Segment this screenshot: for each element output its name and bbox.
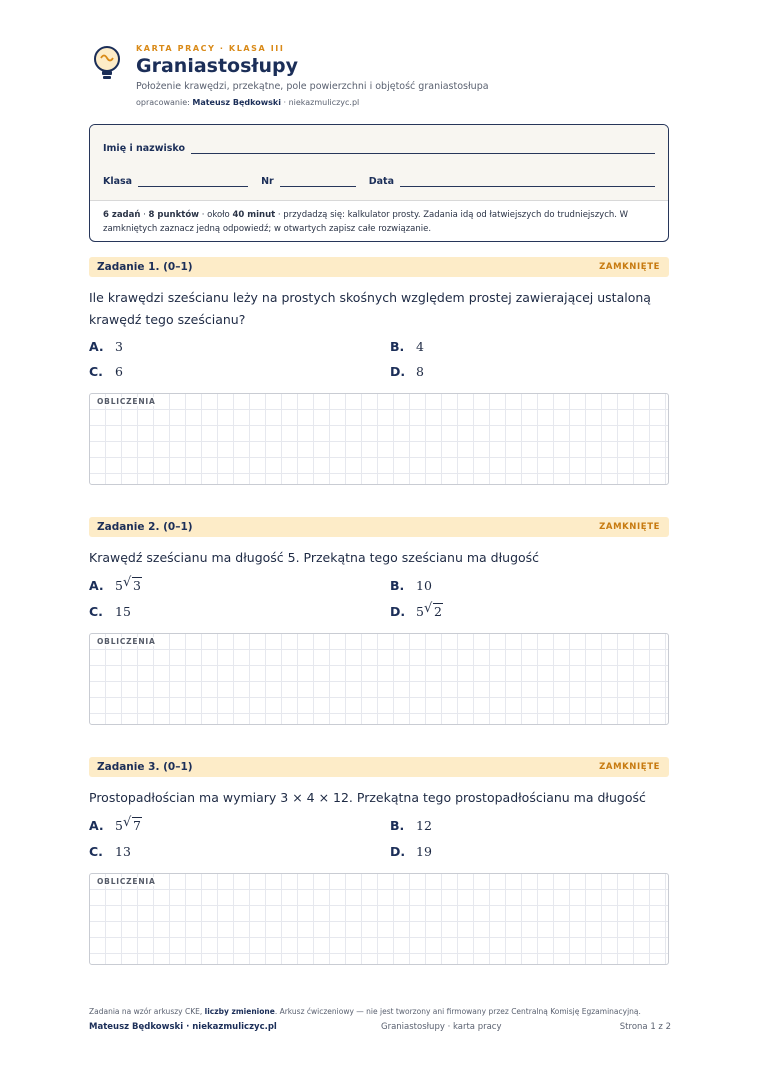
answer-value [115, 815, 142, 833]
nr-label: Nr [261, 176, 274, 187]
name-label: Imię i nazwisko [103, 143, 185, 154]
task-header [89, 757, 669, 777]
page-footer [89, 1007, 671, 1036]
answer-letter: B. [390, 578, 405, 593]
calculation-label: OBLICZENIA [97, 397, 156, 406]
sqrt-coefficient: 5 [416, 604, 424, 619]
calculation-area[interactable] [89, 873, 669, 965]
radicand: 7 [132, 818, 141, 833]
class-field[interactable] [138, 177, 248, 187]
footer-doc-name: Graniastosłupy · karta pracy [381, 1022, 502, 1032]
nr-field[interactable] [280, 177, 356, 187]
info-sep: · [140, 210, 149, 220]
task-header [89, 257, 669, 277]
calculation-label: OBLICZENIA [97, 877, 156, 886]
radicand: 2 [433, 604, 442, 619]
answer-value: 3 [115, 339, 123, 354]
answer-letter: C. [89, 604, 103, 619]
point-count: 8 punktów [148, 210, 200, 220]
answer-c[interactable] [89, 364, 123, 379]
answer-letter: A. [89, 578, 104, 593]
note-prefix: Zadania na wzór arkuszy CKE, [89, 1007, 205, 1016]
answer-letter: B. [390, 339, 405, 354]
answer-value: 12 [416, 818, 432, 833]
worksheet-kicker: KARTA PRACY · KLASA III [136, 44, 285, 53]
answer-letter: A. [89, 339, 104, 354]
task-1 [89, 257, 669, 406]
task-3 [89, 757, 669, 886]
task-label: Zadanie 2. (0–1) [97, 521, 193, 533]
answer-value: 10 [416, 578, 432, 593]
task-label: Zadanie 3. (0–1) [97, 761, 193, 773]
answer-letter: B. [390, 818, 405, 833]
task-question: Krawędź sześcianu ma długość 5. Przekątna tego sześcianu ma długość [89, 550, 540, 565]
answer-d[interactable] [390, 364, 424, 379]
task-type-badge: ZAMKNIĘTE [599, 522, 660, 532]
answer-letter: D. [390, 364, 406, 379]
task-question: Ile krawędzi sześcianu leży na prostych skośnych względem prostej zawierającej ustaloną krawędź tego sześcianu? [89, 290, 651, 327]
page-header [90, 44, 670, 114]
radical-sign: √ [122, 815, 132, 830]
answer-a[interactable] [89, 815, 142, 833]
page-number: Strona 1 z 2 [619, 1022, 671, 1032]
answer-value: 6 [115, 364, 123, 379]
answer-a[interactable] [89, 575, 142, 593]
answer-letter: A. [89, 818, 104, 833]
page-title: Graniastosłupy [136, 55, 298, 77]
answer-b[interactable] [390, 578, 432, 593]
student-info-box [89, 124, 669, 242]
answer-letter: D. [390, 604, 406, 619]
calculation-area[interactable] [89, 633, 669, 725]
info-rest: · przydadzą się: kalkulator prosty. Zadania idą od łatwiejszych do trudniejszych. W zamkniętych zaznacz jedną odpowiedź; w otwartych zapisz całe rozwiązanie. [103, 210, 629, 234]
credit-site: · niekazmuliczyc.pl [283, 98, 360, 107]
radical-sign: √ [423, 601, 433, 616]
date-label: Data [368, 176, 394, 187]
worksheet-info [103, 208, 655, 236]
student-fields [90, 125, 668, 201]
calculation-label: OBLICZENIA [97, 637, 156, 646]
page-subtitle: Położenie krawędzi, przekątne, pole powierzchni i objętość graniastosłupa [136, 81, 489, 92]
answer-b[interactable] [390, 818, 432, 833]
sqrt-expression [122, 815, 142, 833]
task-2 [89, 517, 669, 646]
radicand: 3 [132, 578, 141, 593]
answer-value: 8 [416, 364, 424, 379]
name-row [103, 143, 655, 154]
answer-value: 15 [115, 604, 131, 619]
credit-author: Mateusz Będkowski [192, 98, 281, 107]
answer-value [115, 575, 142, 593]
radical-sign: √ [122, 575, 132, 590]
author-credit [136, 98, 489, 107]
task-type-badge: ZAMKNIĘTE [599, 762, 660, 772]
task-count: 6 zadań [103, 210, 141, 220]
answer-d[interactable] [390, 601, 443, 619]
task-type-badge: ZAMKNIĘTE [599, 262, 660, 272]
answer-a[interactable] [89, 339, 123, 354]
answer-letter: C. [89, 844, 103, 859]
footer-row [89, 1022, 671, 1036]
answer-value: 13 [115, 844, 131, 859]
answer-c[interactable] [89, 844, 131, 859]
name-field[interactable] [191, 144, 655, 154]
sqrt-coefficient: 5 [115, 578, 123, 593]
footer-author: Mateusz Będkowski · niekazmuliczyc.pl [89, 1022, 277, 1032]
credit-prefix: opracowanie: [136, 98, 190, 107]
answer-value: 4 [416, 339, 424, 354]
calculation-area[interactable] [89, 393, 669, 485]
answer-value: 19 [416, 844, 432, 859]
task-label: Zadanie 1. (0–1) [97, 261, 193, 273]
class-label: Klasa [103, 176, 133, 187]
info-mid: · około [199, 210, 233, 220]
note-emphasis: liczby zmienione [204, 1007, 275, 1016]
sqrt-expression [423, 601, 443, 619]
answer-letter: D. [390, 844, 406, 859]
sqrt-coefficient: 5 [115, 818, 123, 833]
time-limit: 40 minut [232, 210, 276, 220]
answer-b[interactable] [390, 339, 424, 354]
answer-c[interactable] [89, 604, 131, 619]
note-suffix: . Arkusz ćwiczeniowy — nie jest tworzony ani firmowany przez Centralną Komisję Egzaminacyjną. [274, 1007, 641, 1016]
sqrt-expression [122, 575, 142, 593]
lightbulb-logo-icon [90, 44, 124, 84]
answer-letter: C. [89, 364, 103, 379]
answer-d[interactable] [390, 844, 432, 859]
task-question: Prostopadłościan ma wymiary 3 × 4 × 12. Przekątna tego prostopadłościanu ma długość [89, 790, 646, 805]
date-field[interactable] [400, 177, 655, 187]
class-row [103, 176, 655, 187]
task-header [89, 517, 669, 537]
answer-value [416, 601, 443, 619]
footer-note [89, 1007, 671, 1016]
